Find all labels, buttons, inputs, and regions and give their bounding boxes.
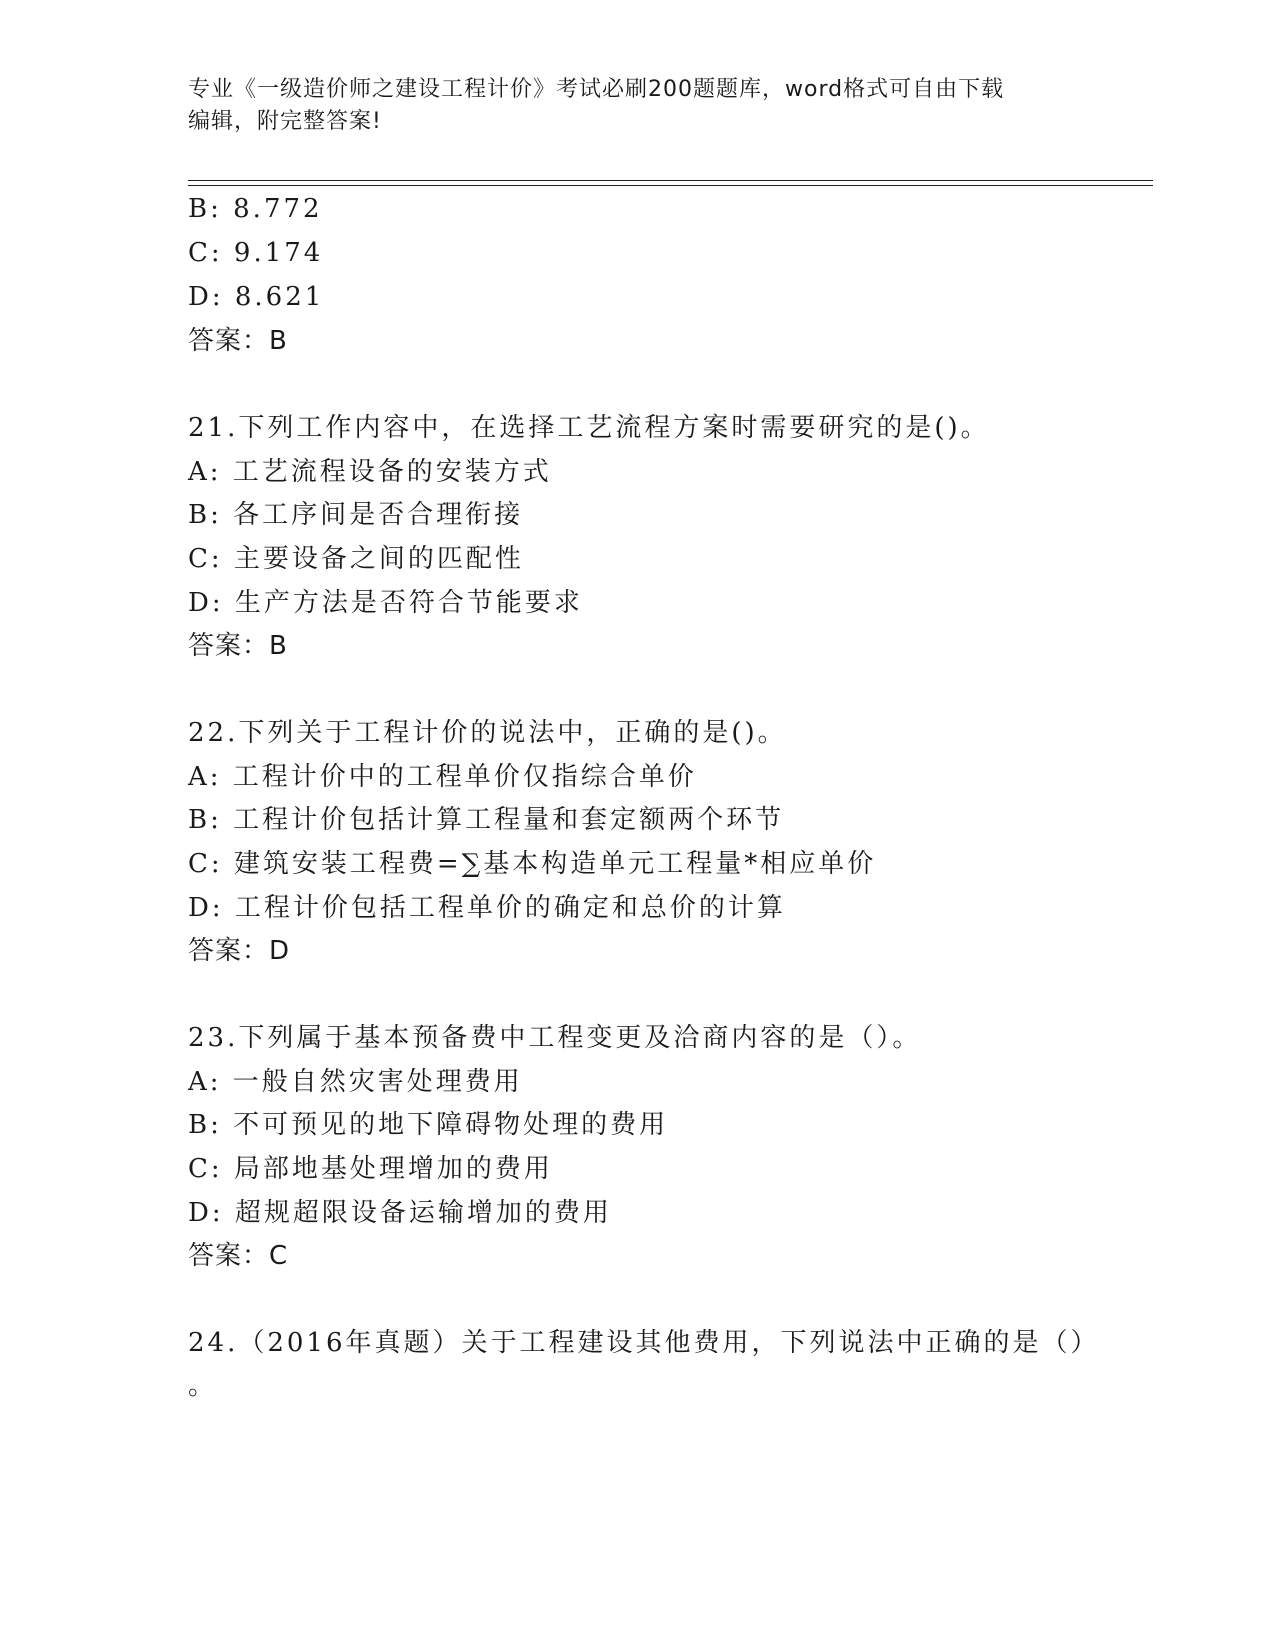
q23-option-c: C: 局部地基处理增加的费用 [188,1154,553,1184]
q23-answer: 答案：C [188,1241,289,1271]
prev-option-d: D: 8.621 [188,282,325,312]
q21-option-a: A: 工艺流程设备的安装方式 [188,457,552,487]
q22-option-a: A: 工程计价中的工程单价仅指综合单价 [188,762,697,792]
q23-option-d: D: 超规超限设备运输增加的费用 [188,1198,612,1228]
document-header [188,74,1088,138]
q21-answer: 答案：B [188,631,288,661]
header-line-2: 编辑，附完整答案! [188,109,382,134]
q24-stem-continuation: 。 [188,1371,218,1401]
prev-answer: 答案：B [188,326,288,356]
q21-option-b: B: 各工序间是否合理衔接 [188,500,524,530]
q22-option-d: D: 工程计价包括工程单价的确定和总价的计算 [188,893,786,923]
q21-stem: 21.下列工作内容中，在选择工艺流程方案时需要研究的是()。 [188,413,990,443]
q23-option-a: A: 一般自然灾害处理费用 [188,1067,523,1097]
q22-option-c: C: 建筑安装工程费=∑基本构造单元工程量*相应单价 [188,849,877,879]
q22-option-b: B: 工程计价包括计算工程量和套定额两个环节 [188,805,785,835]
q21-option-c: C: 主要设备之间的匹配性 [188,544,524,574]
prev-option-b: B: 8.772 [188,194,323,224]
q22-answer: 答案：D [188,936,291,966]
prev-option-c: C: 9.174 [188,238,324,268]
q23-stem: 23.下列属于基本预备费中工程变更及洽商内容的是（）。 [188,1023,922,1053]
q21-option-d: D: 生产方法是否符合节能要求 [188,588,583,618]
header-divider-top [188,180,1153,181]
header-divider-bottom [188,185,1153,186]
q23-option-b: B: 不可预见的地下障碍物处理的费用 [188,1110,669,1140]
q24-stem: 24.（2016年真题）关于工程建设其他费用，下列说法中正确的是（） [188,1328,1100,1358]
header-line-1: 专业《一级造价师之建设工程计价》考试必刷200题题库，word格式可自由下载 [188,77,1005,102]
q22-stem: 22.下列关于工程计价的说法中，正确的是()。 [188,718,787,748]
